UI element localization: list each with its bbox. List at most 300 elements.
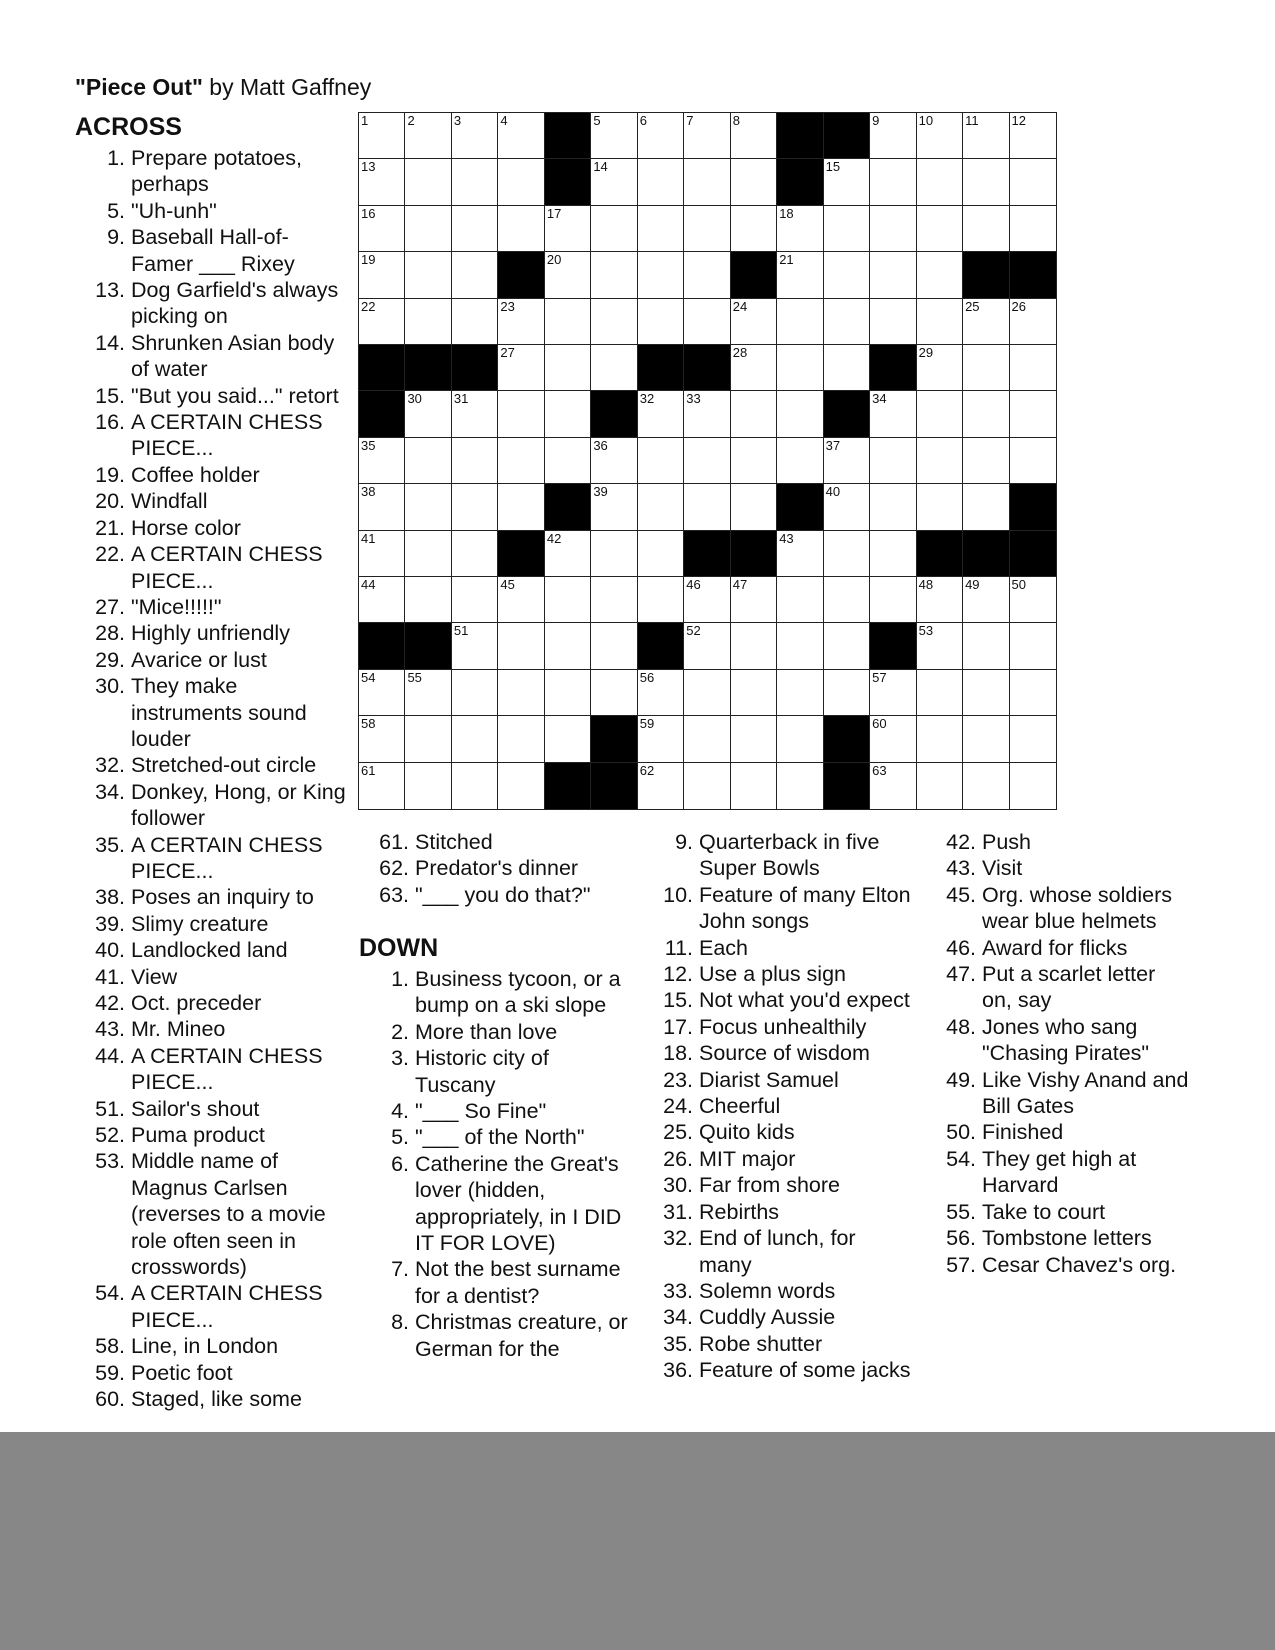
clue-text: A CERTAIN CHESS PIECE...	[131, 410, 323, 461]
grid-cell[interactable]	[870, 531, 916, 577]
grid-cell[interactable]	[917, 438, 963, 484]
grid-cell[interactable]	[405, 670, 451, 716]
grid-cell[interactable]	[591, 531, 637, 577]
grid-cell[interactable]	[1010, 391, 1056, 437]
cell-number: 41	[361, 530, 376, 546]
grid-cell[interactable]	[917, 252, 963, 298]
grid-cell[interactable]	[498, 716, 544, 762]
cell-number: 21	[779, 252, 794, 268]
grid-cell[interactable]	[777, 531, 823, 577]
grid-cell[interactable]	[1010, 623, 1056, 669]
grid-cell[interactable]	[452, 484, 498, 530]
cell-number: 30	[407, 391, 422, 407]
grid-cell[interactable]	[870, 763, 916, 809]
grid-cell[interactable]	[824, 299, 870, 345]
clue-text: Dog Garfield's always picking on	[131, 278, 339, 329]
grid-cell[interactable]	[777, 206, 823, 252]
clue-number: 38.	[95, 885, 125, 910]
grid-cell[interactable]	[498, 159, 544, 205]
grid-cell[interactable]	[405, 763, 451, 809]
clue-item	[75, 409, 347, 462]
grid-cell[interactable]	[545, 438, 591, 484]
clue-text: Solemn words	[699, 1278, 836, 1303]
clue-item	[359, 1309, 629, 1362]
grid-cell[interactable]	[731, 345, 777, 391]
grid-cell[interactable]	[870, 716, 916, 762]
grid-cell[interactable]	[917, 670, 963, 716]
grid-cell[interactable]	[917, 345, 963, 391]
grid-cell[interactable]	[963, 670, 1009, 716]
grid-cell[interactable]	[684, 113, 730, 159]
grid-cell[interactable]	[963, 391, 1009, 437]
grid-cell[interactable]	[684, 159, 730, 205]
grid-cell[interactable]	[963, 438, 1009, 484]
black-square	[777, 159, 823, 205]
across-heading: ACROSS	[75, 113, 182, 141]
grid-cell[interactable]	[917, 299, 963, 345]
clue-item	[359, 966, 629, 1019]
clue-number: 17.	[663, 1014, 693, 1039]
grid-cell[interactable]	[1010, 438, 1056, 484]
grid-cell[interactable]	[1010, 763, 1056, 809]
grid-cell[interactable]	[359, 484, 405, 530]
cell-number: 10	[918, 113, 934, 128]
black-square	[405, 345, 451, 391]
grid-cell[interactable]	[870, 206, 916, 252]
clue-text: Staged, like some	[131, 1387, 302, 1412]
clue-item	[75, 594, 347, 620]
clue-number: 1.	[391, 967, 409, 991]
grid-cell[interactable]	[963, 763, 1009, 809]
grid-cell[interactable]	[963, 113, 1009, 159]
grid-cell[interactable]	[731, 159, 777, 205]
grid-cell[interactable]	[452, 438, 498, 484]
grid-cell[interactable]	[777, 670, 823, 716]
grid-cell[interactable]	[917, 391, 963, 437]
grid-cell[interactable]	[731, 438, 777, 484]
clue-number: 40.	[95, 938, 125, 963]
black-square	[359, 345, 405, 391]
clue-number: 60.	[95, 1387, 125, 1412]
clue-item	[926, 1119, 1191, 1145]
grid-cell[interactable]	[1010, 345, 1056, 391]
grid-cell[interactable]	[777, 763, 823, 809]
grid-cell[interactable]	[684, 716, 730, 762]
grid-cell[interactable]	[591, 299, 637, 345]
grid-cell[interactable]	[870, 577, 916, 623]
grid-cell[interactable]	[591, 577, 637, 623]
clue-number: 34.	[95, 779, 125, 804]
grid-cell[interactable]	[824, 206, 870, 252]
grid-cell[interactable]	[1010, 670, 1056, 716]
grid-cell[interactable]	[824, 623, 870, 669]
grid-cell[interactable]	[452, 623, 498, 669]
clue-item	[359, 882, 629, 908]
grid-cell[interactable]	[731, 299, 777, 345]
grid-cell[interactable]	[405, 391, 451, 437]
clue-text: Oct. preceder	[131, 991, 262, 1015]
grid-cell[interactable]	[452, 391, 498, 437]
clue-text: Feature of some jacks	[699, 1358, 911, 1383]
grid-cell[interactable]	[638, 577, 684, 623]
clue-number: 21.	[95, 515, 125, 540]
clue-number: 7.	[391, 1257, 409, 1282]
grid-cell[interactable]	[452, 670, 498, 716]
clue-number: 15.	[95, 383, 125, 408]
clue-item	[75, 1096, 347, 1122]
cell-number: 33	[686, 391, 701, 407]
grid-cell[interactable]	[731, 484, 777, 530]
grid-cell[interactable]	[777, 252, 823, 298]
grid-cell[interactable]	[1010, 206, 1056, 252]
grid-cell[interactable]	[545, 252, 591, 298]
clue-item	[926, 935, 1191, 961]
grid-cell[interactable]	[777, 345, 823, 391]
grid-cell[interactable]	[359, 716, 405, 762]
clue-number: 14.	[95, 330, 125, 355]
grid-cell[interactable]	[591, 206, 637, 252]
grid-cell[interactable]	[638, 206, 684, 252]
black-square	[824, 113, 870, 159]
grid-cell[interactable]	[684, 299, 730, 345]
clue-item	[75, 884, 347, 910]
clue-number: 2.	[391, 1019, 409, 1044]
clue-text: Each	[699, 935, 749, 960]
grid-cell[interactable]	[870, 438, 916, 484]
grid-cell[interactable]	[731, 763, 777, 809]
clue-item	[643, 987, 913, 1013]
clue-number: 15.	[663, 988, 693, 1013]
grid-cell[interactable]	[638, 391, 684, 437]
clue-item	[359, 1098, 629, 1124]
grid-cell[interactable]	[731, 391, 777, 437]
grid-cell[interactable]	[963, 716, 1009, 762]
grid-cell[interactable]	[731, 670, 777, 716]
clue-number: 42.	[946, 830, 976, 854]
cell-number: 55	[407, 669, 422, 685]
grid-cell[interactable]	[731, 113, 777, 159]
clue-number: 3.	[391, 1046, 409, 1071]
grid-cell[interactable]	[405, 113, 451, 159]
cell-number: 28	[732, 345, 748, 360]
grid-cell[interactable]	[917, 113, 963, 159]
clue-item	[75, 832, 347, 885]
clue-number: 54.	[95, 1281, 125, 1306]
grid-cell[interactable]	[824, 531, 870, 577]
clue-item	[75, 541, 347, 594]
grid-cell[interactable]	[498, 299, 544, 345]
clue-number: 5.	[107, 198, 125, 223]
grid-cell[interactable]	[452, 716, 498, 762]
clue-item	[75, 277, 347, 330]
grid-cell[interactable]	[777, 623, 823, 669]
grid-cell[interactable]	[545, 206, 591, 252]
grid-cell[interactable]	[638, 716, 684, 762]
grid-cell[interactable]	[684, 763, 730, 809]
grid-cell[interactable]	[405, 716, 451, 762]
grid-cell[interactable]	[545, 670, 591, 716]
across-clues-column-1	[75, 145, 347, 1413]
grid-cell[interactable]	[731, 623, 777, 669]
cell-number: 54	[361, 669, 376, 685]
clue-number: 22.	[95, 542, 125, 567]
grid-cell[interactable]	[917, 206, 963, 252]
grid-cell[interactable]	[498, 206, 544, 252]
grid-cell[interactable]	[638, 763, 684, 809]
grid-cell[interactable]	[359, 206, 405, 252]
grid-cell[interactable]	[684, 577, 730, 623]
grid-cell[interactable]	[870, 252, 916, 298]
black-square	[824, 763, 870, 809]
clue-text: Puma product	[131, 1123, 265, 1148]
clue-item	[926, 1146, 1191, 1199]
grid-cell[interactable]	[870, 159, 916, 205]
grid-cell[interactable]	[777, 716, 823, 762]
clue-item	[75, 330, 347, 383]
clue-item	[359, 1019, 629, 1045]
clue-text: More than love	[415, 1019, 558, 1044]
black-square	[963, 531, 1009, 577]
grid-cell[interactable]	[545, 577, 591, 623]
grid-cell[interactable]	[452, 252, 498, 298]
puzzle-byline: by Matt Gaffney	[209, 74, 372, 100]
grid-cell[interactable]	[638, 438, 684, 484]
clue-text: Award for flicks	[982, 935, 1128, 960]
clue-item	[75, 752, 347, 778]
grid-cell[interactable]	[591, 113, 637, 159]
grid-cell[interactable]	[684, 670, 730, 716]
grid-cell[interactable]	[405, 438, 451, 484]
grid-cell[interactable]	[359, 113, 405, 159]
puzzle-title	[75, 74, 371, 101]
grid-cell[interactable]	[1010, 716, 1056, 762]
grid-cell[interactable]	[684, 438, 730, 484]
grid-cell[interactable]	[405, 159, 451, 205]
grid-cell[interactable]	[824, 438, 870, 484]
grid-cell[interactable]	[963, 159, 1009, 205]
grid-cell[interactable]	[917, 159, 963, 205]
grid-cell[interactable]	[638, 252, 684, 298]
clue-text: A CERTAIN CHESS PIECE...	[131, 542, 323, 593]
cell-number: 35	[361, 437, 376, 453]
clue-text: Line, in London	[131, 1334, 279, 1359]
cell-number: 25	[965, 298, 980, 314]
grid-cell[interactable]	[498, 438, 544, 484]
clue-number: 27.	[95, 594, 125, 619]
cell-number: 42	[546, 530, 562, 546]
grid-cell[interactable]	[498, 345, 544, 391]
grid-cell[interactable]	[917, 484, 963, 530]
clue-number: 63.	[379, 882, 409, 907]
grid-cell[interactable]	[591, 670, 637, 716]
grid-cell[interactable]	[963, 206, 1009, 252]
clue-text: Predator's dinner	[415, 856, 579, 881]
grid-cell[interactable]	[545, 391, 591, 437]
clue-item	[75, 198, 347, 224]
grid-cell[interactable]	[870, 299, 916, 345]
grid-cell[interactable]	[684, 206, 730, 252]
grid-cell[interactable]	[684, 484, 730, 530]
grid-cell[interactable]	[545, 345, 591, 391]
grid-cell[interactable]	[824, 159, 870, 205]
clue-text: Not what you'd expect	[699, 988, 910, 1013]
clue-number: 57.	[946, 1252, 976, 1277]
grid-cell[interactable]	[1010, 113, 1056, 159]
grid-cell[interactable]	[405, 206, 451, 252]
grid-cell[interactable]	[452, 299, 498, 345]
grid-cell[interactable]	[963, 623, 1009, 669]
grid-cell[interactable]	[777, 299, 823, 345]
grid-cell[interactable]	[731, 716, 777, 762]
clue-text: They make instruments sound louder	[131, 674, 307, 751]
grid-cell[interactable]	[498, 623, 544, 669]
black-square	[731, 252, 777, 298]
grid-cell[interactable]	[870, 113, 916, 159]
grid-cell[interactable]	[359, 577, 405, 623]
grid-cell[interactable]	[452, 531, 498, 577]
clue-text: Christmas creature, or German for the	[415, 1310, 628, 1361]
clue-item	[75, 620, 347, 646]
grid-cell[interactable]	[917, 577, 963, 623]
clue-number: 16.	[95, 410, 125, 435]
clue-item	[75, 779, 347, 832]
grid-cell[interactable]	[824, 345, 870, 391]
grid-cell[interactable]	[684, 391, 730, 437]
clue-number: 43.	[946, 856, 976, 881]
grid-cell[interactable]	[359, 159, 405, 205]
grid-cell[interactable]	[638, 159, 684, 205]
grid-cell[interactable]	[1010, 159, 1056, 205]
grid-cell[interactable]	[591, 484, 637, 530]
grid-cell[interactable]	[591, 345, 637, 391]
cell-number: 19	[361, 252, 376, 268]
grid-cell[interactable]	[824, 670, 870, 716]
grid-cell[interactable]	[591, 438, 637, 484]
grid-cell[interactable]	[638, 484, 684, 530]
grid-cell[interactable]	[638, 670, 684, 716]
grid-cell[interactable]	[498, 113, 544, 159]
black-square	[870, 345, 916, 391]
clue-number: 59.	[95, 1360, 125, 1385]
clue-item	[643, 1093, 913, 1119]
grid-cell[interactable]	[917, 623, 963, 669]
clue-item	[926, 961, 1191, 1014]
clue-item	[926, 1067, 1191, 1120]
grid-cell[interactable]	[359, 670, 405, 716]
grid-cell[interactable]	[824, 577, 870, 623]
grid-cell[interactable]	[638, 531, 684, 577]
grid-cell[interactable]	[684, 623, 730, 669]
grid-cell[interactable]	[917, 763, 963, 809]
grid-cell[interactable]	[963, 484, 1009, 530]
clue-text: Windfall	[131, 489, 208, 514]
grid-cell[interactable]	[870, 391, 916, 437]
grid-cell[interactable]	[498, 577, 544, 623]
grid-cell[interactable]	[359, 531, 405, 577]
grid-cell[interactable]	[963, 299, 1009, 345]
grid-cell[interactable]	[777, 577, 823, 623]
grid-cell[interactable]	[359, 252, 405, 298]
grid-cell[interactable]	[452, 159, 498, 205]
grid-cell[interactable]	[963, 577, 1009, 623]
clue-text: Quito kids	[699, 1120, 795, 1145]
clue-number: 34.	[663, 1305, 693, 1330]
grid-cell[interactable]	[917, 716, 963, 762]
cell-number: 16	[361, 205, 376, 221]
grid-cell[interactable]	[638, 113, 684, 159]
cell-number: 40	[825, 484, 841, 500]
black-square	[638, 345, 684, 391]
clue-item	[75, 937, 347, 963]
clue-text: Slimy creature	[131, 911, 269, 936]
grid-cell[interactable]	[777, 438, 823, 484]
clue-text: Landlocked land	[131, 938, 288, 963]
grid-cell[interactable]	[1010, 299, 1056, 345]
grid-cell[interactable]	[405, 299, 451, 345]
grid-cell[interactable]	[498, 763, 544, 809]
grid-cell[interactable]	[824, 484, 870, 530]
clue-text: End of lunch, for many	[699, 1226, 856, 1277]
grid-cell[interactable]	[684, 252, 730, 298]
cell-number: 17	[546, 205, 562, 221]
grid-cell[interactable]	[498, 391, 544, 437]
grid-cell[interactable]	[405, 577, 451, 623]
cell-number: 59	[639, 716, 655, 732]
grid-cell[interactable]	[1010, 577, 1056, 623]
grid-cell[interactable]	[591, 252, 637, 298]
clue-number: 29.	[95, 647, 125, 672]
cell-number: 49	[965, 577, 980, 592]
clue-item	[75, 1016, 347, 1042]
grid-cell[interactable]	[359, 438, 405, 484]
grid-cell[interactable]	[731, 577, 777, 623]
grid-cell[interactable]	[359, 299, 405, 345]
grid-cell[interactable]	[498, 670, 544, 716]
grid-cell[interactable]	[452, 577, 498, 623]
cell-number: 31	[453, 391, 469, 407]
cell-number: 9	[872, 113, 880, 128]
grid-cell[interactable]	[405, 252, 451, 298]
grid-cell[interactable]	[545, 623, 591, 669]
grid-cell[interactable]	[359, 763, 405, 809]
grid-cell[interactable]	[824, 252, 870, 298]
grid-cell[interactable]	[870, 484, 916, 530]
clue-number: 5.	[391, 1125, 409, 1150]
clue-text: Source of wisdom	[699, 1041, 870, 1066]
grid-cell[interactable]	[777, 391, 823, 437]
grid-cell[interactable]	[591, 159, 637, 205]
cell-number: 23	[500, 298, 515, 314]
grid-cell[interactable]	[405, 531, 451, 577]
clue-text: Like Vishy Anand and Bill Gates	[982, 1067, 1189, 1119]
grid-cell[interactable]	[545, 531, 591, 577]
grid-cell[interactable]	[963, 345, 1009, 391]
grid-cell[interactable]	[498, 484, 544, 530]
black-square	[963, 252, 1009, 298]
grid-cell[interactable]	[638, 299, 684, 345]
grid-cell[interactable]	[452, 113, 498, 159]
grid-cell[interactable]	[452, 206, 498, 252]
grid-cell[interactable]	[545, 716, 591, 762]
grid-cell[interactable]	[731, 206, 777, 252]
clue-item	[926, 882, 1191, 935]
clue-number: 50.	[946, 1120, 976, 1145]
grid-cell[interactable]	[405, 484, 451, 530]
grid-cell[interactable]	[452, 763, 498, 809]
grid-cell[interactable]	[591, 623, 637, 669]
grid-cell[interactable]	[545, 299, 591, 345]
grid-cell[interactable]	[870, 670, 916, 716]
